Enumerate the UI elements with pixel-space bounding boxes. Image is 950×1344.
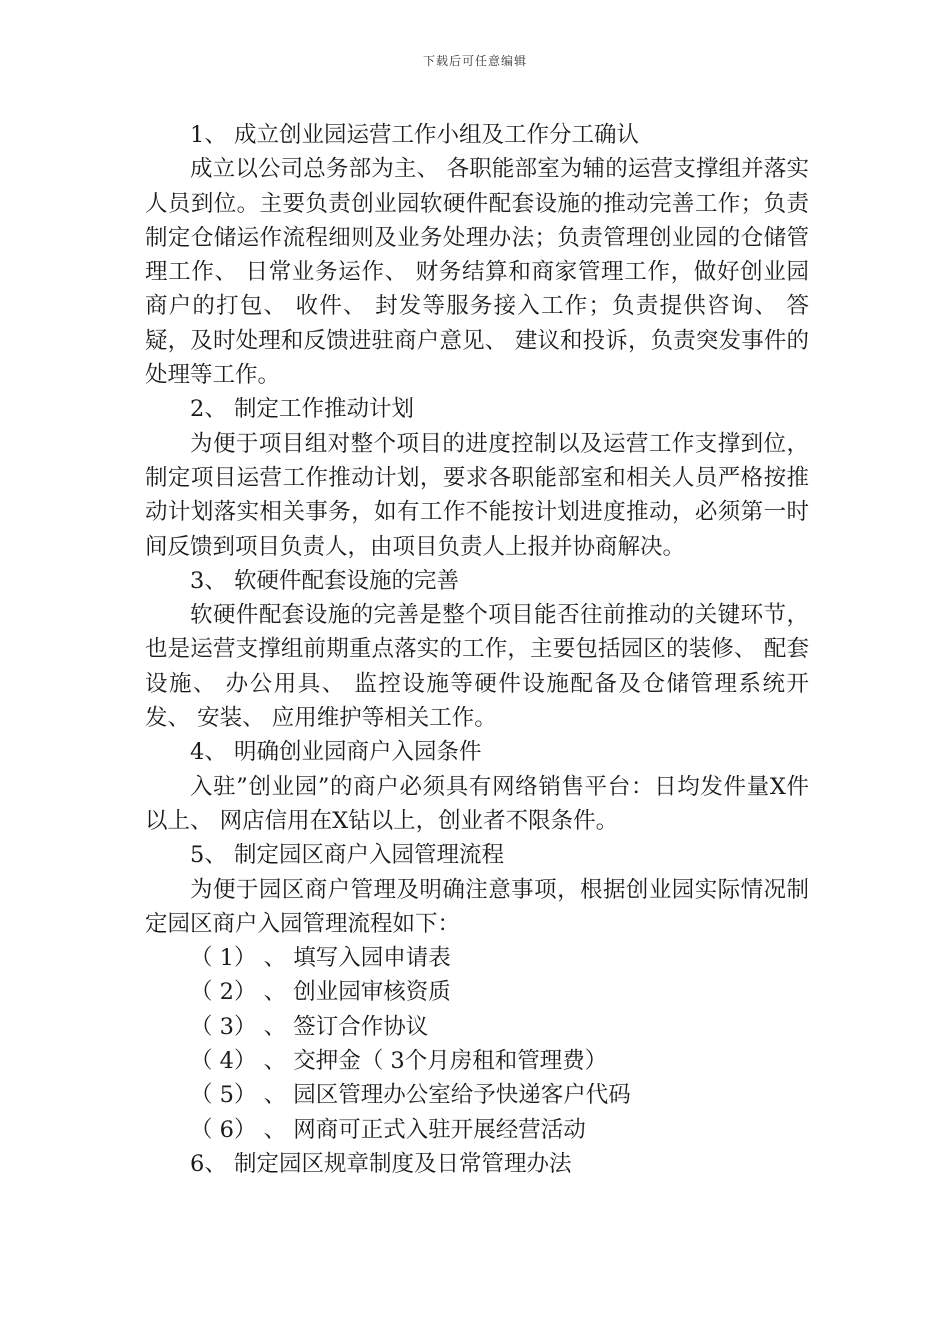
list-item: （ 2） 、 创业园审核资质: [190, 979, 451, 1006]
section-heading-2: 2、 制定工作推动计划: [190, 396, 414, 423]
list-item: （ 4） 、 交押金（ 3个月房租和管理费）: [190, 1048, 608, 1075]
list-item: （ 5） 、 园区管理办公室给予快递客户代码: [190, 1082, 631, 1109]
section-heading-4: 4、 明确创业园商户入园条件: [190, 739, 482, 766]
list-item: （ 1） 、 填写入园申请表: [190, 945, 451, 972]
section-paragraph-5: 为便于园区商户管理及明确注意事项，根据创业园实际情况制定园区商户入园管理流程如下：: [145, 876, 809, 937]
list-item: （ 6） 、 网商可正式入驻开展经营活动: [190, 1116, 586, 1143]
section-heading-3: 3、 软硬件配套设施的完善: [190, 567, 459, 594]
page-header-note: 下载后可任意编辑: [422, 54, 527, 68]
section-paragraph-2: 为便于项目组对整个项目的进度控制以及运营工作支撑到位，制定项目运营工作推动计划，要求各职能部室和相关人员严格按推动计划落实相关事务，如有工作不能按计划进度推动，必须第一时间反馈到项目负责人，由项目负责人上报并协商解决。: [145, 430, 809, 560]
section-paragraph-1: 成立以公司总务部为主、 各职能部室为辅的运营支撑组并落实人员到位。主要负责创业园软硬件配套设施的推动完善工作；负责制定仓储运作流程细则及业务处理办法；负责管理创业园的仓储管理工作、 日常业务运作、 财务结算和商家管理工作，做好创业园商户的打包、 收件、 封发等服务接入工作；负责提供咨询、 答疑，及时处理和反馈进驻商户意见、 建议和投诉，负责突发事件的处理等工作。: [145, 156, 809, 389]
section-heading-1: 1、 成立创业园运营工作小组及工作分工确认: [190, 122, 639, 148]
list-item: （ 3） 、 签订合作协议: [190, 1013, 429, 1040]
section-heading-6: 6、 制定园区规章制度及日常管理办法: [190, 1150, 572, 1177]
section-paragraph-3: 软硬件配套设施的完善是整个项目能否往前推动的关键环节，也是运营支撑组前期重点落实的工作，主要包括园区的装修、 配套设施、 办公用具、 监控设施等硬件设施配备及仓储管理系统开发、 安装、 应用维护等相关工作。: [145, 602, 809, 732]
section-heading-5: 5、 制定园区商户入园管理流程: [190, 842, 504, 869]
document-body: [145, 118, 809, 1181]
section-paragraph-4: 入驻”创业园”的商户必须具有网络销售平台：日均发件量X件以上、 网店信用在X钻以上，创业者不限条件。: [145, 773, 809, 834]
